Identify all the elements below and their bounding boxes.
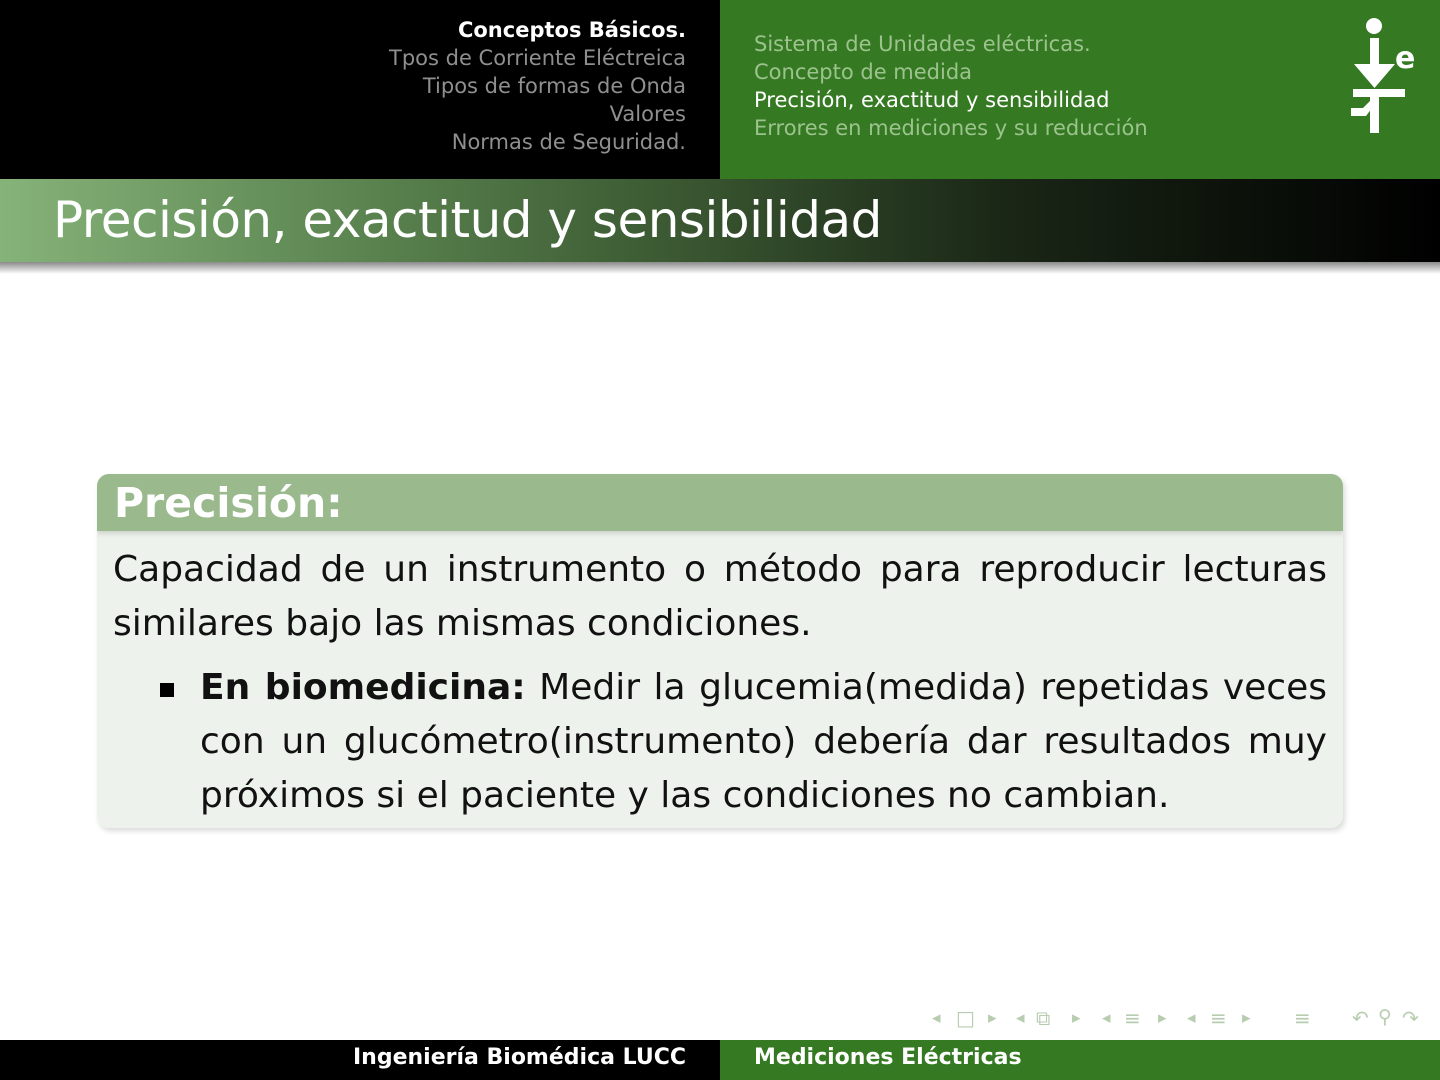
toc-icon[interactable]: ≡ <box>1294 1006 1311 1030</box>
nav-section-valores[interactable]: Valores <box>609 102 686 126</box>
frame-title: Precisión, exactitud y sensibilidad <box>53 191 882 249</box>
next-frame-arrow-icon[interactable]: ▸ <box>1072 1008 1081 1028</box>
header-subsections-panel <box>720 0 1440 179</box>
header-sections-panel <box>0 0 720 179</box>
next-slide-arrow-icon[interactable]: ▸ <box>988 1008 997 1028</box>
section-nav-list <box>389 16 686 156</box>
square-bullet-icon <box>160 683 174 697</box>
slide-icon[interactable]: □ <box>956 1006 975 1030</box>
block-title: Precisión: <box>114 479 343 527</box>
definition-text: Capacidad de un instrumento o método para reproducir lecturas similares bajo las mismas condiciones. <box>113 549 1327 644</box>
nav-section-formas-onda[interactable]: Tipos de formas de Onda <box>422 74 686 98</box>
nav-section-tipos-corriente[interactable]: Tpos de Corriente Eléctreica <box>389 46 686 70</box>
nav-subsection-sistema-unidades[interactable]: Sistema de Unidades eléctricas. <box>754 32 1091 56</box>
section-icon[interactable]: ≡ <box>1210 1006 1227 1030</box>
prev-frame-arrow-icon[interactable]: ◂ <box>1016 1008 1025 1028</box>
nav-section-conceptos-basicos[interactable]: Conceptos Básicos. <box>457 18 686 42</box>
nav-subsection-precision[interactable]: Precisión, exactitud y sensibilidad <box>754 88 1110 112</box>
block-body <box>97 531 1343 823</box>
subsection-icon[interactable]: ≡ <box>1124 1006 1141 1030</box>
frame-icon[interactable]: ⧉ <box>1036 1006 1051 1030</box>
footer-author-panel <box>0 1040 720 1080</box>
definition-block <box>97 474 1343 828</box>
search-icon[interactable]: ⚲ <box>1378 1006 1392 1028</box>
back-icon[interactable]: ↶ <box>1352 1006 1369 1030</box>
footer-title-panel <box>720 1040 1440 1080</box>
prev-slide-arrow-icon[interactable]: ◂ <box>932 1008 941 1028</box>
svg-text:e: e <box>1395 41 1416 76</box>
bullet-item <box>113 661 1327 823</box>
nav-subsection-concepto-medida[interactable]: Concepto de medida <box>754 60 973 84</box>
footer-presentation-title: Mediciones Eléctricas <box>754 1045 1022 1070</box>
nav-subsection-errores[interactable]: Errores en mediciones y su reducción <box>754 116 1148 140</box>
prev-subsection-arrow-icon[interactable]: ◂ <box>1102 1008 1111 1028</box>
nav-section-normas-seguridad[interactable]: Normas de Seguridad. <box>451 130 686 154</box>
prev-section-arrow-icon[interactable]: ◂ <box>1187 1008 1196 1028</box>
bullet-text: Medir la glucemia(medida) repetidas veces con un glucómetro(instrumento) debería dar resultados muy próximos si el paciente y las condiciones no cambian. <box>200 667 1327 816</box>
next-subsection-arrow-icon[interactable]: ▸ <box>1158 1008 1167 1028</box>
bullet-label: En biomedicina: <box>200 667 526 708</box>
block-header <box>97 474 1343 531</box>
logo-ie-icon <box>1348 16 1418 136</box>
footer-institution: Ingeniería Biomédica LUCC <box>352 1045 686 1070</box>
title-bar-shadow <box>0 262 1440 274</box>
subsection-nav-list <box>754 30 1148 142</box>
beamer-navigation-symbols <box>932 1006 1432 1032</box>
next-section-arrow-icon[interactable]: ▸ <box>1242 1008 1251 1028</box>
forward-icon[interactable]: ↷ <box>1402 1006 1419 1030</box>
